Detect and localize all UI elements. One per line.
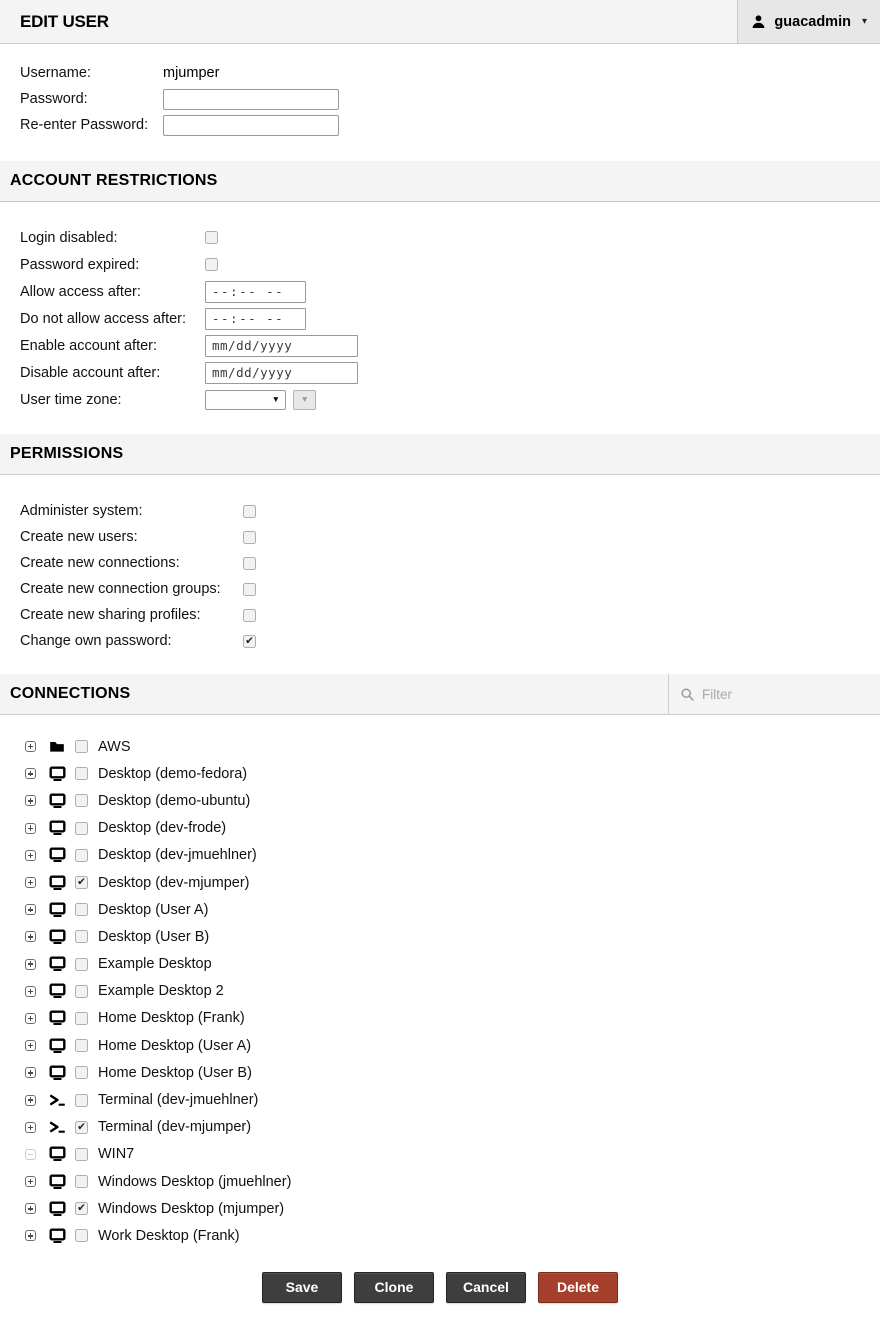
desktop-demo-ubuntu-checkbox[interactable] [75, 794, 88, 807]
expand-icon[interactable] [25, 1230, 36, 1241]
search-icon [680, 687, 695, 702]
desktop-dev-mjumper-checkbox[interactable] [75, 876, 88, 889]
create-new-connections-checkbox[interactable] [243, 557, 256, 570]
password-row [20, 86, 880, 112]
connection-name: Desktop (demo-ubuntu) [98, 792, 251, 809]
create-new-connection-groups-label: Create new connection groups: [20, 581, 221, 597]
permissions-fields [0, 475, 880, 654]
allow-access-after-label: Allow access after: [20, 283, 141, 300]
monitor-icon [49, 1228, 66, 1244]
create-new-users-label: Create new users: [20, 529, 138, 545]
user-icon [751, 14, 766, 29]
restrictions-section-title: ACCOUNT RESTRICTIONS [10, 172, 218, 189]
home-desktop-user-b-checkbox[interactable] [75, 1066, 88, 1079]
connection-row-work-desktop-frank [0, 1222, 880, 1249]
password-again-row [20, 112, 880, 138]
permission-row-create-new-users [20, 524, 880, 550]
restriction-row-user-time-zone [20, 386, 880, 413]
login-disabled-label: Login disabled: [20, 229, 118, 246]
create-new-users-checkbox[interactable] [243, 531, 256, 544]
timezone-region-select[interactable] [293, 390, 316, 410]
administer-system-checkbox[interactable] [243, 505, 256, 518]
connection-row-desktop-dev-jmuehlner [0, 842, 880, 869]
monitor-icon [49, 1146, 66, 1162]
connection-name: Home Desktop (User A) [98, 1037, 252, 1054]
connection-name: AWS [98, 738, 131, 755]
expand-icon[interactable] [25, 741, 36, 752]
expand-icon[interactable] [25, 768, 36, 779]
delete-button[interactable]: Delete [538, 1272, 618, 1303]
form-actions [0, 1272, 880, 1303]
connection-name: Home Desktop (User B) [98, 1064, 252, 1081]
home-desktop-frank-checkbox[interactable] [75, 1012, 88, 1025]
windows-desktop-mjumper-checkbox[interactable] [75, 1202, 88, 1215]
cancel-button[interactable]: Cancel [446, 1272, 526, 1303]
connection-name: Windows Desktop (mjumper) [98, 1200, 285, 1217]
create-new-connection-groups-checkbox[interactable] [243, 583, 256, 596]
collapse-icon[interactable] [25, 1149, 36, 1160]
connection-row-aws [0, 733, 880, 760]
work-desktop-frank-checkbox[interactable] [75, 1229, 88, 1242]
restriction-row-login-disabled [20, 224, 880, 251]
connections-filter [668, 674, 880, 714]
expand-icon[interactable] [25, 1176, 36, 1187]
expand-icon[interactable] [25, 823, 36, 834]
monitor-icon [49, 820, 66, 836]
connection-row-example-desktop-2 [0, 978, 880, 1005]
aws-checkbox[interactable] [75, 740, 88, 753]
connection-name: Desktop (dev-frode) [98, 820, 227, 837]
create-new-sharing-profiles-label: Create new sharing profiles: [20, 607, 201, 623]
monitor-icon [49, 929, 66, 945]
connections-section-header [0, 674, 880, 715]
monitor-icon [49, 875, 66, 891]
permission-row-create-new-connections [20, 550, 880, 576]
desktop-dev-frode-checkbox[interactable] [75, 822, 88, 835]
connection-name: Terminal (dev-mjumper) [98, 1119, 252, 1136]
connection-row-home-desktop-user-a [0, 1032, 880, 1059]
connection-row-windows-desktop-jmuehlner [0, 1168, 880, 1195]
expand-icon[interactable] [25, 1013, 36, 1024]
monitor-icon [49, 983, 66, 999]
terminal-icon [49, 1092, 66, 1108]
connection-name: Example Desktop [98, 956, 212, 973]
restriction-row-allow-access-after [20, 278, 880, 305]
monitor-icon [49, 1174, 66, 1190]
create-new-sharing-profiles-checkbox[interactable] [243, 609, 256, 622]
connections-tree [0, 715, 880, 1250]
expand-icon[interactable] [25, 1122, 36, 1133]
create-new-connections-label: Create new connections: [20, 555, 180, 571]
folder-icon [49, 739, 66, 755]
user-identity-section [0, 44, 880, 138]
monitor-icon [49, 902, 66, 918]
desktop-dev-jmuehlner-checkbox[interactable] [75, 849, 88, 862]
monitor-icon [49, 1201, 66, 1217]
example-desktop-checkbox[interactable] [75, 958, 88, 971]
user-time-zone-label: User time zone: [20, 391, 122, 408]
connections-section-title: CONNECTIONS [10, 685, 131, 702]
do-not-allow-access-after-label: Do not allow access after: [20, 310, 187, 327]
timezone-controls [205, 390, 316, 410]
enable-account-after-input[interactable] [205, 335, 358, 357]
connection-name: Windows Desktop (jmuehlner) [98, 1173, 292, 1190]
permission-row-create-new-sharing-profiles [20, 602, 880, 628]
page-title: EDIT USER [20, 11, 109, 31]
home-desktop-user-a-checkbox[interactable] [75, 1039, 88, 1052]
connection-row-desktop-user-a [0, 896, 880, 923]
restriction-row-password-expired [20, 251, 880, 278]
monitor-icon [49, 956, 66, 972]
connection-row-windows-desktop-mjumper [0, 1195, 880, 1222]
permission-row-administer-system [20, 498, 880, 524]
connection-row-desktop-demo-ubuntu [0, 787, 880, 814]
administer-system-label: Administer system: [20, 503, 143, 519]
current-username: guacadmin [774, 13, 851, 30]
filter-input[interactable] [702, 687, 862, 702]
clone-button[interactable]: Clone [354, 1272, 434, 1303]
password-field[interactable] [163, 89, 339, 110]
timezone-select[interactable] [205, 390, 286, 410]
connection-row-win7 [0, 1141, 880, 1168]
password-again-label: Re-enter Password: [20, 117, 149, 133]
monitor-icon [49, 847, 66, 863]
connection-name: Desktop (dev-jmuehlner) [98, 847, 257, 864]
connection-row-example-desktop [0, 951, 880, 978]
win7-checkbox[interactable] [75, 1148, 88, 1161]
monitor-icon [49, 1038, 66, 1054]
password-expired-label: Password expired: [20, 256, 140, 273]
connection-row-desktop-dev-frode [0, 815, 880, 842]
connection-name: Home Desktop (Frank) [98, 1010, 245, 1027]
expand-icon[interactable] [25, 1203, 36, 1214]
app-header [0, 0, 880, 44]
connection-row-terminal-dev-jmuehlner [0, 1086, 880, 1113]
connection-row-desktop-demo-fedora [0, 760, 880, 787]
username-row [20, 60, 880, 86]
connection-row-desktop-user-b [0, 923, 880, 950]
connection-name: Desktop (dev-mjumper) [98, 874, 250, 891]
connection-name: Desktop (User A) [98, 901, 209, 918]
change-own-password-label: Change own password: [20, 633, 172, 649]
restrictions-fields [0, 202, 880, 413]
expand-icon[interactable] [25, 877, 36, 888]
connection-row-home-desktop-frank [0, 1005, 880, 1032]
monitor-icon [49, 1010, 66, 1026]
terminal-dev-mjumper-checkbox[interactable] [75, 1121, 88, 1134]
user-menu-button[interactable] [737, 0, 880, 43]
do-not-allow-access-after-input[interactable] [205, 308, 306, 330]
restrictions-section-header [0, 161, 880, 202]
login-disabled-checkbox[interactable] [205, 231, 218, 244]
username-label: Username: [20, 65, 91, 81]
disable-account-after-label: Disable account after: [20, 364, 161, 381]
permissions-section-header [0, 434, 880, 475]
connection-name: Terminal (dev-jmuehlner) [98, 1092, 259, 1109]
expand-icon[interactable] [25, 904, 36, 915]
connection-row-terminal-dev-mjumper [0, 1114, 880, 1141]
expand-icon[interactable] [25, 795, 36, 806]
terminal-dev-jmuehlner-checkbox[interactable] [75, 1094, 88, 1107]
disable-account-after-input[interactable] [205, 362, 358, 384]
expand-icon[interactable] [25, 1040, 36, 1051]
password-expired-checkbox[interactable] [205, 258, 218, 271]
change-own-password-checkbox[interactable] [243, 635, 256, 648]
save-button[interactable]: Save [262, 1272, 342, 1303]
connection-name: Example Desktop 2 [98, 983, 224, 1000]
connection-name: WIN7 [98, 1146, 135, 1163]
password-again-field[interactable] [163, 115, 339, 136]
connection-name: Desktop (User B) [98, 928, 210, 945]
monitor-icon [49, 766, 66, 782]
example-desktop-2-checkbox[interactable] [75, 985, 88, 998]
permission-row-change-own-password [20, 628, 880, 654]
username-value: mjumper [163, 65, 220, 81]
connection-name: Work Desktop (Frank) [98, 1227, 240, 1244]
connection-row-desktop-dev-mjumper [0, 869, 880, 896]
expand-icon[interactable] [25, 986, 36, 997]
expand-icon[interactable] [25, 850, 36, 861]
permissions-section-title: PERMISSIONS [10, 445, 124, 462]
desktop-user-a-checkbox[interactable] [75, 903, 88, 916]
chevron-down-icon: ▾ [861, 16, 867, 27]
monitor-icon [49, 1065, 66, 1081]
expand-icon[interactable] [25, 1095, 36, 1106]
restriction-row-disable-account-after [20, 359, 880, 386]
monitor-icon [49, 793, 66, 809]
desktop-user-b-checkbox[interactable] [75, 930, 88, 943]
allow-access-after-input[interactable] [205, 281, 306, 303]
terminal-icon [49, 1119, 66, 1135]
connection-name: Desktop (demo-fedora) [98, 765, 248, 782]
expand-icon[interactable] [25, 931, 36, 942]
password-label: Password: [20, 91, 88, 107]
expand-icon[interactable] [25, 1067, 36, 1078]
restriction-row-do-not-allow-access-after [20, 305, 880, 332]
permission-row-create-new-connection-groups [20, 576, 880, 602]
enable-account-after-label: Enable account after: [20, 337, 158, 354]
desktop-demo-fedora-checkbox[interactable] [75, 767, 88, 780]
restriction-row-enable-account-after [20, 332, 880, 359]
connection-row-home-desktop-user-b [0, 1059, 880, 1086]
expand-icon[interactable] [25, 959, 36, 970]
windows-desktop-jmuehlner-checkbox[interactable] [75, 1175, 88, 1188]
